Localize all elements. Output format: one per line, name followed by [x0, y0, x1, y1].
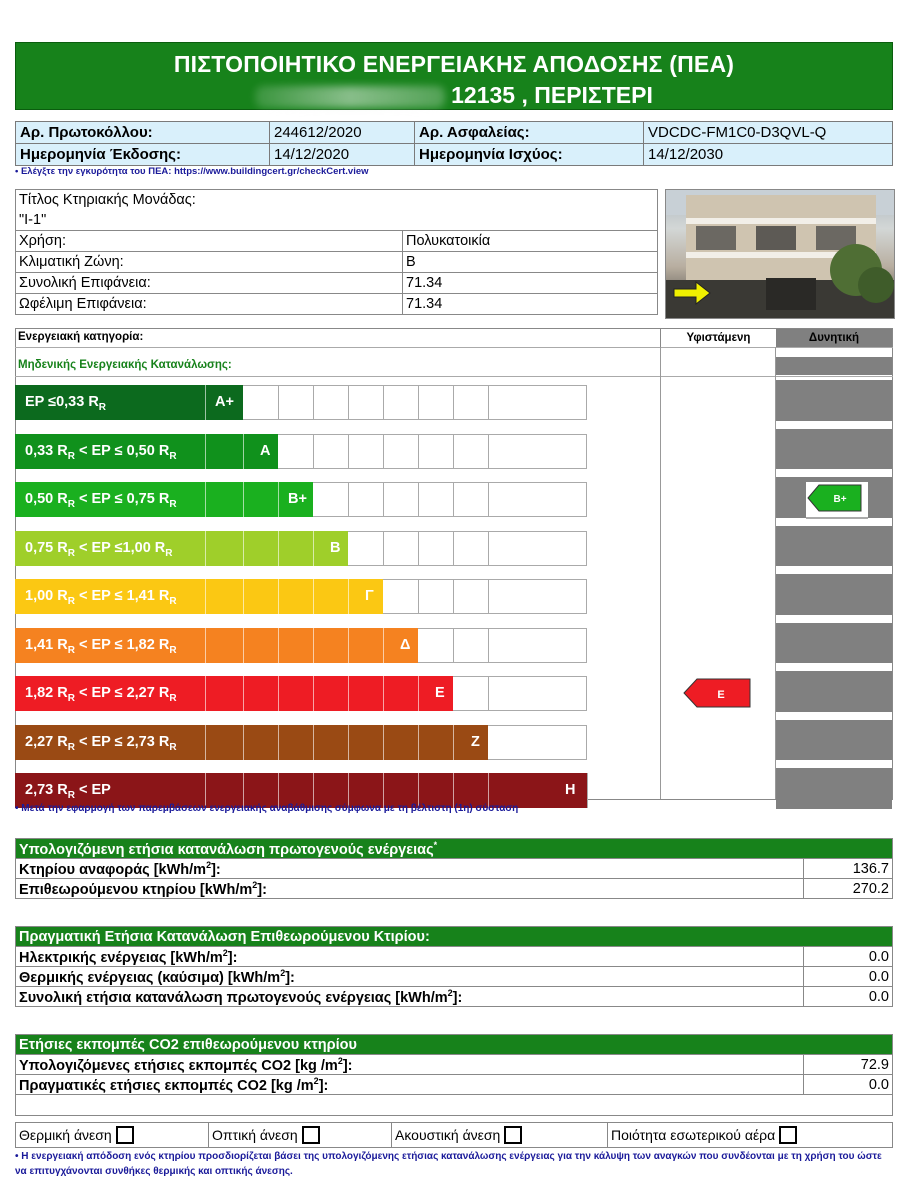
total-primary-label: Συνολική ετήσια κατανάλωση πρωτογενούς ενέργειας $[kWh/m^2]$: [16, 987, 804, 1007]
bar-cell-line [243, 676, 244, 711]
bar-cell-line [453, 725, 454, 760]
thermal-energy-label-text: Θερμικής ενέργειας (καύσιμα) [kWh/m [19, 969, 281, 986]
thermal-comfort-label: Θερμική άνεση [19, 1127, 112, 1143]
energy-class-letter: Ε [435, 685, 445, 701]
energy-row [15, 385, 587, 420]
certificate-address [16, 82, 892, 109]
issue-date-label: Ημερομηνία Έκδοσης: [16, 144, 270, 166]
grid-line [488, 628, 489, 663]
energy-category-label: Ενεργειακή κατηγορία: [18, 331, 144, 343]
certificate-header [15, 42, 893, 110]
useful-area-label: Ωφέλιμη Επιφάνεια: [16, 294, 403, 315]
grid-line [418, 385, 419, 420]
bar-cell-line [348, 676, 349, 711]
grid-line [488, 531, 489, 566]
co2-real-value: 0.0 [804, 1075, 893, 1095]
bar-cell-line [313, 579, 314, 614]
svg-text:Ε: Ε [717, 689, 725, 701]
energy-range-label: 0,75 $R_R$ < EP ≤1,00 $R_R$ [25, 539, 173, 559]
energy-row [15, 676, 587, 711]
bar-cell-line [243, 725, 244, 760]
optical-comfort-label: Οπτική άνεση [212, 1127, 298, 1143]
co2-calc-label-text: Υπολογιζόμενες ετήσιες εκπομπές CO2 [kg /m [19, 1057, 338, 1074]
energy-row-grid [453, 676, 587, 711]
energy-class-letter: Δ [400, 636, 411, 653]
bar-cell-line [243, 482, 244, 517]
unit-title-value: "Ι-1" [16, 210, 658, 231]
electric-energy-value: 0.0 [804, 947, 893, 967]
grid-line [313, 434, 314, 469]
potential-class-arrow [806, 482, 868, 525]
grid-line [488, 385, 489, 420]
co2-heading: Ετήσιες εκπομπές CO2 επιθεωρούμενου κτηρίου [16, 1035, 893, 1055]
reference-building-label-text: Κτηρίου αναφοράς [kWh/m [19, 861, 207, 878]
energy-range-label: 1,00 $R_R$ < EP ≤ 1,41 $R_R$ [25, 588, 177, 607]
energy-row-grid [243, 385, 587, 420]
energy-range-label: 2,27 $R_R$ < EP ≤ 2,73 $R_R$ [25, 733, 177, 753]
bar-cell-line [243, 434, 244, 469]
total-primary-value: 0.0 [804, 987, 893, 1007]
energy-bar [15, 725, 488, 760]
bar-cell-line [278, 628, 279, 663]
bar-cell-line [418, 725, 419, 760]
bar-cell-line [205, 628, 206, 663]
energy-row [15, 628, 587, 663]
air-quality-checkbox[interactable] [779, 1126, 797, 1144]
bar-cell-line [313, 628, 314, 663]
energy-class-letter: B [330, 539, 341, 556]
thermal-comfort-checkbox[interactable] [116, 1126, 134, 1144]
bar-cell-line [313, 531, 314, 566]
energy-row [15, 725, 587, 760]
grid-line [348, 385, 349, 420]
bar-cell-line [243, 531, 244, 566]
inspected-building-label-text: Επιθεωρούμενου κτηρίου [kWh/m [19, 881, 253, 898]
energy-row-grid [418, 628, 587, 663]
grid-line [488, 676, 489, 711]
bar-cell-line [205, 482, 206, 517]
certificate-title: ΠΙΣΤΟΠΟΙΗΤΙΚΟ ΕΝΕΡΓΕΙΑΚΗΣ ΑΠΟΔΟΣΗΣ (ΠΕΑ) [173, 51, 735, 77]
grid-line [453, 531, 454, 566]
zero-energy-label: Μηδενικής Ενεργειακής Κατανάλωσης: [18, 359, 232, 371]
grid-line [383, 434, 384, 469]
energy-row [15, 434, 587, 469]
existing-column [660, 347, 776, 799]
inspected-building-value: 270.2 [804, 879, 893, 899]
grid-line [453, 385, 454, 420]
co2-real-label-text: Πραγματικές ετήσιες εκπομπές CO2 [kg /m [19, 1077, 314, 1094]
inspected-building-label: Επιθεωρούμενου κτηρίου $[kWh/m^2]$: [16, 879, 804, 899]
protocol-label: Αρ. Πρωτοκόλλου: [16, 122, 270, 144]
bar-cell-line [383, 628, 384, 663]
electric-energy-label-text: Ηλεκτρικής ενέργειας [kWh/m [19, 949, 223, 966]
potential-cell [776, 574, 892, 615]
bar-cell-line [205, 434, 206, 469]
bar-cell-line [383, 725, 384, 760]
energy-range-label: 1,82 $R_R$ < EP ≤ 2,27 $R_R$ [25, 685, 177, 704]
bar-cell-line [383, 676, 384, 711]
building-photo [665, 189, 895, 319]
real-consumption-table [15, 926, 893, 1007]
potential-cell [776, 380, 892, 421]
energy-row [15, 579, 587, 614]
energy-class-letter: Γ [365, 588, 374, 604]
existing-column-header: Υφιστάμενη [660, 329, 776, 347]
thermal-energy-value: 0.0 [804, 967, 893, 987]
calc-heading-text: Υπολογιζόμενη ετήσια κατανάλωση πρωτογενούς ενέργειας [19, 841, 434, 858]
grid-line [418, 434, 419, 469]
potential-cell [776, 720, 892, 761]
building-photo-illustration [666, 190, 895, 319]
energy-bar [15, 676, 453, 711]
co2-blank-row [16, 1095, 893, 1116]
air-quality-label: Ποιότητα εσωτερικού αέρα [611, 1127, 776, 1143]
energy-class-letter: Η [565, 782, 576, 798]
electric-energy-label: Ηλεκτρικής ενέργειας $[kWh/m^2]$: [16, 947, 804, 967]
reference-building-value: 136.7 [804, 859, 893, 879]
grid-line [488, 434, 489, 469]
redacted-address [255, 86, 445, 108]
grid-line [348, 482, 349, 517]
verify-note: • Ελέγξτε την εγκυρότητα του ΠΕΑ: https://www.buildingcert.gr/checkCert.view [15, 166, 369, 177]
bar-cell-line [418, 676, 419, 711]
energy-class-letter: Ζ [471, 733, 480, 750]
potential-cell [776, 429, 892, 470]
climate-zone-label: Κλιματική Ζώνη: [16, 252, 403, 273]
grid-line [488, 482, 489, 517]
potential-cell [776, 671, 892, 712]
energy-bar [15, 385, 243, 420]
certificate-info-table [15, 121, 893, 166]
energy-range-label: 0,50 $R_R$ < EP ≤ 0,75 $R_R$ [25, 491, 177, 510]
bar-cell-line [243, 628, 244, 663]
energy-range-label: 2,73 $R_R$ < EP [25, 782, 111, 801]
energy-row [15, 482, 587, 517]
acoustic-comfort-checkbox[interactable] [504, 1126, 522, 1144]
grid-line [383, 531, 384, 566]
co2-real-label: Πραγματικές ετήσιες εκπομπές CO2 [kg $/m^2$]: [16, 1075, 804, 1095]
potential-cell [776, 357, 892, 375]
co2-calc-label: Υπολογιζόμενες ετήσιες εκπομπές CO2 [kg $/m^2$]: [16, 1055, 804, 1075]
real-heading: Πραγματική Ετήσια Κατανάλωση Επιθεωρούμενου Κτιρίου: [16, 927, 893, 947]
use-value: Πολυκατοικία [403, 231, 658, 252]
co2-calc-value: 72.9 [804, 1055, 893, 1075]
comfort-table [15, 1122, 893, 1148]
bar-cell-line [348, 579, 349, 614]
bar-cell-line [348, 725, 349, 760]
grid-line [453, 482, 454, 517]
co2-table [15, 1034, 893, 1116]
bar-cell-line [243, 579, 244, 614]
grid-line [418, 531, 419, 566]
bar-cell-line [205, 531, 206, 566]
grid-line [418, 579, 419, 614]
energy-class-letter: A [260, 442, 271, 459]
validity-date-label: Ημερομηνία Ισχύος: [415, 144, 644, 166]
grid-line [453, 579, 454, 614]
protocol-value: 244612/2020 [270, 122, 415, 144]
grid-line [453, 434, 454, 469]
total-primary-label-text: Συνολική ετήσια κατανάλωση πρωτογενούς ενέργειας [kWh/m [19, 989, 448, 1006]
bar-cell-line [348, 628, 349, 663]
energy-bar [15, 434, 278, 469]
acoustic-comfort-label: Ακουστική άνεση [395, 1127, 501, 1143]
bar-cell-line [278, 531, 279, 566]
security-label: Αρ. Ασφαλείας: [415, 122, 644, 144]
svg-text:B+: B+ [833, 494, 847, 505]
energy-class-letter: B+ [288, 491, 307, 507]
energy-range-label: EP ≤0,33 $R_R$ [25, 394, 107, 413]
total-area-value: 71.34 [403, 273, 658, 294]
energy-row-grid [278, 434, 587, 469]
bar-cell-line [278, 482, 279, 517]
acoustic-comfort [392, 1123, 608, 1148]
potential-cell [776, 623, 892, 664]
thermal-energy-label: Θερμικής ενέργειας (καύσιμα) $[kWh/m^2]$: [16, 967, 804, 987]
potential-cell [776, 526, 892, 567]
security-value: VDCDC-FM1C0-D3QVL-Q [644, 122, 893, 144]
use-label: Χρήση: [16, 231, 403, 252]
air-quality [608, 1123, 893, 1148]
energy-row-grid [488, 725, 587, 760]
unit-title-label: Τίτλος Κτηριακής Μονάδας: [16, 190, 658, 211]
unit-table [15, 189, 658, 315]
bar-cell-line [313, 725, 314, 760]
potential-cell [776, 768, 892, 809]
energy-bar [15, 579, 383, 614]
grid-line [348, 434, 349, 469]
useful-area-value: 71.34 [403, 294, 658, 315]
address-text: 12135 , ΠΕΡΙΣΤΕΡΙ [451, 82, 653, 108]
bar-cell-line [278, 676, 279, 711]
energy-class-letter: A+ [215, 394, 234, 410]
bar-cell-line [278, 725, 279, 760]
grid-line [488, 579, 489, 614]
issue-date-value: 14/12/2020 [270, 144, 415, 166]
bar-cell-line [278, 579, 279, 614]
bar-cell-line [313, 676, 314, 711]
potential-column-header: Δυνητική [776, 329, 892, 347]
grid-line [278, 385, 279, 420]
calc-heading [16, 839, 893, 859]
energy-row-grid [587, 773, 588, 808]
bar-cell-line [205, 579, 206, 614]
calc-consumption-table [15, 838, 893, 899]
grid-line [313, 385, 314, 420]
energy-performance-footnote: • Η ενεργειακή απόδοση ενός κτηρίου προσδιορίζεται βάσει της υπολογιζόμενης ετήσιας κατανάλωσης ενέργειας για την κάλυψη των αναγκών που συνδέονται με τη χρήση του ώστε να επιτυγχάνονται συνθήκες θερμικής και οπτικής άνεσης. [15, 1151, 882, 1177]
reference-building-label: Κτηρίου αναφοράς $[kWh/m^2]$: [16, 859, 804, 879]
bar-cell-line [205, 676, 206, 711]
grid-line [383, 385, 384, 420]
existing-class-arrow [683, 678, 753, 713]
energy-bar [15, 628, 418, 663]
total-area-label: Συνολική Επιφάνεια: [16, 273, 403, 294]
optical-comfort [209, 1123, 392, 1148]
energy-row-grid [313, 482, 587, 517]
upgrade-note: • Μετά την εφαρμογή των παρεμβάσεων ενεργειακής αναβάθμισης σύμφωνα με τη βέλτιστη (1η) σύσταση [15, 803, 519, 814]
optical-comfort-checkbox[interactable] [302, 1126, 320, 1144]
thermal-comfort [16, 1123, 209, 1148]
validity-date-value: 14/12/2030 [644, 144, 893, 166]
bar-cell-line [205, 385, 206, 420]
grid-line [453, 628, 454, 663]
bar-cell-line [205, 725, 206, 760]
energy-row-grid [383, 579, 587, 614]
energy-row [15, 531, 587, 566]
energy-range-label: 1,41 $R_R$ < EP ≤ 1,82 $R_R$ [25, 636, 177, 656]
climate-zone-value: Β [403, 252, 658, 273]
grid-line [418, 482, 419, 517]
energy-bar [15, 531, 348, 566]
grid-line [383, 482, 384, 517]
energy-bar [15, 482, 313, 517]
energy-range-label: 0,33 $R_R$ < EP ≤ 0,50 $R_R$ [25, 442, 177, 462]
calc-heading-mark: * [433, 839, 438, 850]
